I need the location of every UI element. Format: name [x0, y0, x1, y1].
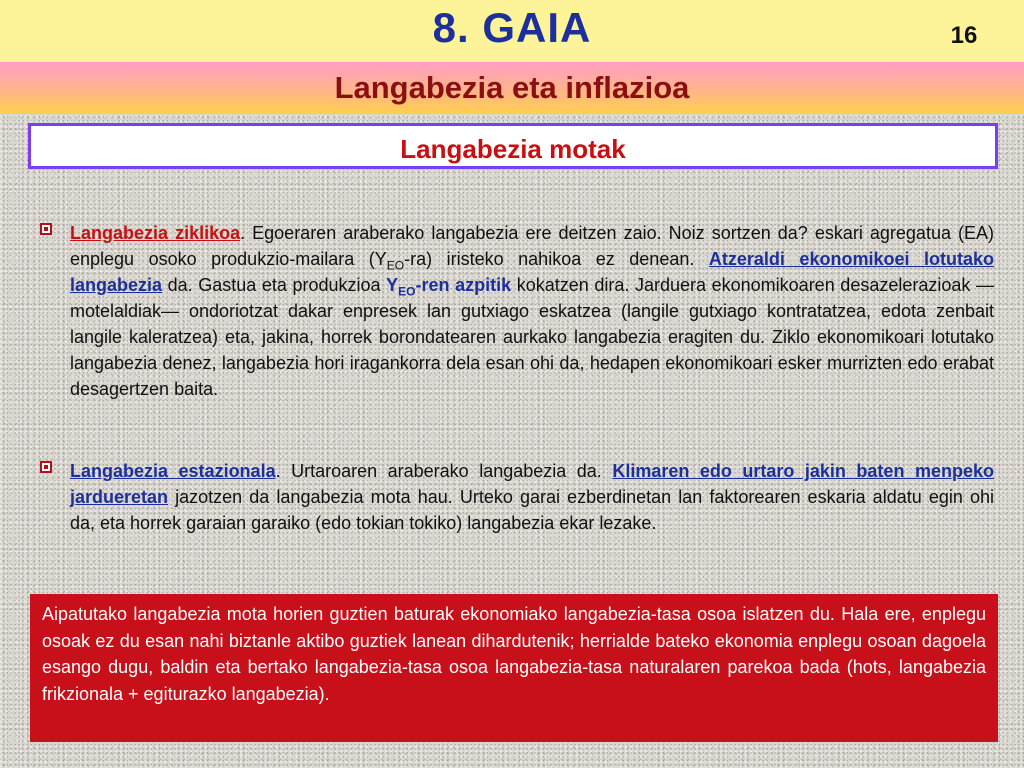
slide-title: 8. GAIA	[432, 4, 592, 51]
square-bullet-icon	[40, 461, 52, 473]
summary-box	[30, 594, 998, 742]
bullet-cyclical-unemployment	[40, 220, 994, 402]
term-cyclical: Langabezia ziklikoa	[70, 223, 241, 243]
bullet-text: Langabezia estazionala. Urtaroaren araberako langabezia da. Klimaren edo urtaro jakin baten menpeko jardueretan jazotzen da langabezia mota hau. Urteko garai ezberdinetan lan faktorearen eskaria aldatu egin ohi da, eta horrek garaian garaiko (edo tokian tokiko) langabezia ekar lezake.	[70, 461, 994, 533]
term-seasonal: Langabezia estazionala	[70, 461, 276, 481]
emphasis-below-yeo: $Y_{EO}$-ren azpitik	[386, 275, 512, 299]
square-bullet-icon	[40, 223, 52, 235]
bullet-seasonal-unemployment	[40, 458, 994, 536]
section-title: Langabezia motak	[400, 134, 626, 164]
slide-subtitle: Langabezia eta inflazioa	[334, 70, 690, 105]
bullet-text: Langabezia ziklikoa. Egoeraren araberako langabezia ere deitzen zaio. Noiz sortzen da? eskari agregatua (EA) enplegu osoko produkzio-mailara $(Y_{EO}-ra)$ iristeko nahikoa ez denean. Atzeraldi ekonomikoei lotutako langabezia da. Gastua eta produkzioa $Y_{EO}$-ren azpitik kokatzen dira. Jarduera ekonomikoaren desazelerazioak —motelaldiak— ondoriotzat dakar enpresek lan gutxiago eskatzea (langile gutxiago kontratatzea, edota zenbait langile kaleratzea) eta, jakina, horrek borondatearen aurkako langabezia eragiten du. Ziklo ekonomikoari lotutako langabezia denez, langabezia hori iragankorra dela esan ohi da, hedapen ekonomikoari esker murrizten edo erabat desagertzen baita.	[70, 223, 995, 399]
summary-text: Aipatutako langabezia mota horien guztien baturak ekonomiako langabezia-tasa osoa islatzen du. Hala ere, enplegu osoak ez du esan nahi biztanle aktibo guztiek lanean dihardutenik; herrialde bateko ekonomia enplegu osoan dagoela esango dugu, baldin eta bertako langabezia-tasa osoa langabezia-tasa naturalaren parekoa bada (hots, langabezia frikzionala + egiturazko langabezia).	[42, 604, 986, 704]
emphasis-seasonal-activities: Klimaren edo urtaro jakin baten menpeko jardueretan	[70, 461, 994, 507]
emphasis-recession: Atzeraldi ekonomikoei lotutako langabezia	[70, 249, 994, 295]
page-number: 16	[950, 22, 978, 49]
section-heading-box	[28, 123, 998, 169]
